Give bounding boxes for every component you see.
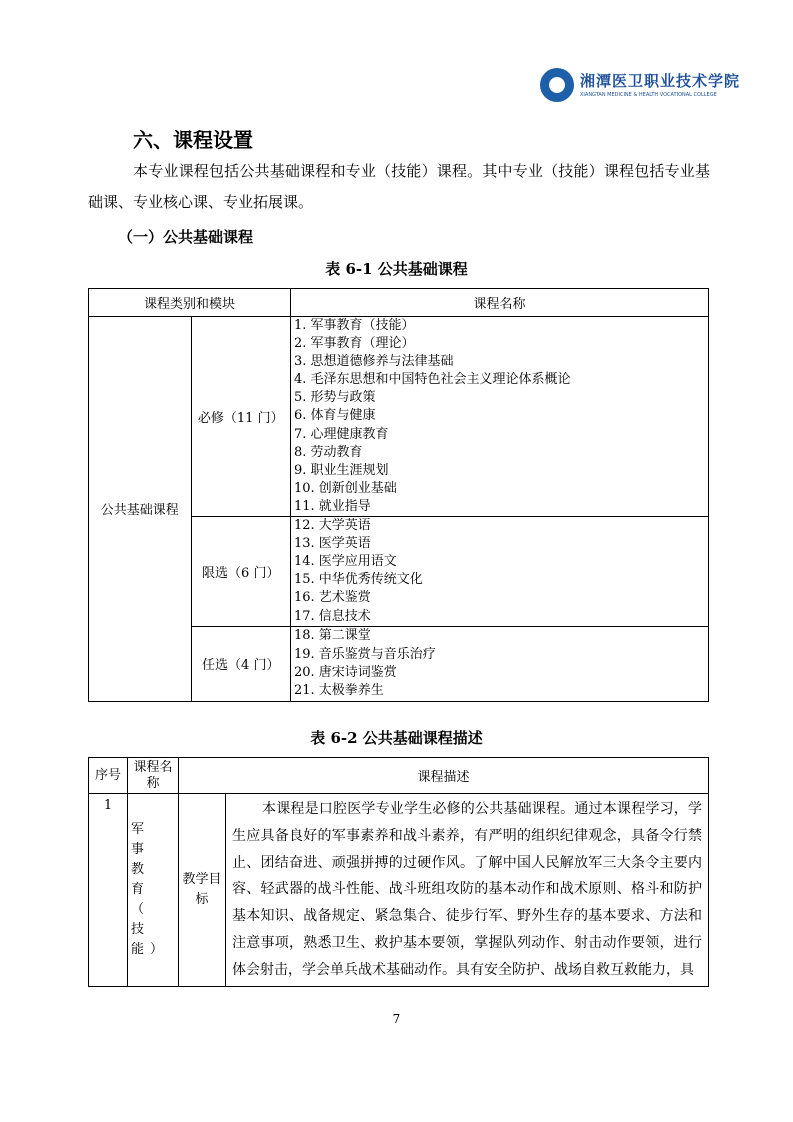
course-item: 19. 音乐鉴赏与音乐治疗 <box>294 646 436 662</box>
course-item: 13. 医学英语 <box>294 536 371 552</box>
group-label: 必修（11 门） <box>191 317 291 517</box>
course-item: 2. 军事教育（理论） <box>294 336 415 352</box>
course-item: 20. 唐宋诗词鉴赏 <box>294 664 397 680</box>
college-seal-icon <box>540 68 574 102</box>
course-list <box>291 517 709 627</box>
course-item: 8. 劳动教育 <box>294 444 363 460</box>
course-item: 4. 毛泽东思想和中国特色社会主义理论体系概论 <box>294 372 571 388</box>
course-list <box>291 626 709 701</box>
header-number: 序号 <box>89 758 128 794</box>
logo-chinese-name: 湘潭医卫职业技术学院 <box>580 72 741 90</box>
course-item: 1. 军事教育（技能） <box>294 318 415 333</box>
course-item: 15. 中华优秀传统文化 <box>294 572 423 588</box>
course-item: 7. 心理健康教育 <box>294 426 389 442</box>
group-label: 限选（6 门） <box>191 517 291 627</box>
course-item: 16. 艺术鉴赏 <box>294 590 371 606</box>
course-item: 5. 形势与政策 <box>294 390 376 406</box>
college-logo <box>540 68 741 104</box>
course-item: 12. 大学英语 <box>294 518 371 534</box>
table2-caption: 表 6-2 公共基础课程描述 <box>310 729 483 747</box>
course-list <box>291 317 709 517</box>
header-description: 课程描述 <box>179 758 709 794</box>
course-item: 17. 信息技术 <box>294 608 371 624</box>
course-item: 21. 太极拳养生 <box>294 682 384 698</box>
row-aspect: 教学目标 <box>179 794 226 987</box>
intro-paragraph: 本专业课程包括公共基础课程和专业（技能）课程。其中专业（技能）课程包括专业基础课、专业核心课、专业拓展课。 <box>88 162 710 211</box>
header-name: 课程名称 <box>128 758 179 794</box>
course-item: 14. 医学应用语文 <box>294 554 397 570</box>
course-item: 3. 思想道德修养与法律基础 <box>294 354 454 370</box>
course-item: 11. 就业指导 <box>294 498 371 514</box>
group-label: 任选（4 门） <box>191 626 291 701</box>
header-course-name: 课程名称 <box>291 289 709 317</box>
page-number: 7 <box>392 1012 401 1026</box>
category-cell: 公共基础课程 <box>89 317 192 702</box>
row-number: 1 <box>89 794 128 987</box>
course-item: 10. 创新创业基础 <box>294 480 397 496</box>
subsection-title: （一）公共基础课程 <box>118 228 254 246</box>
section-title: 六、课程设置 <box>133 128 253 152</box>
logo-english-name: XIANGTAN MEDICINE & HEALTH VOCATIONAL COLLEGE <box>580 92 717 98</box>
course-item: 9. 职业生涯规划 <box>294 462 389 478</box>
table1-caption: 表 6-1 公共基础课程 <box>325 260 468 278</box>
course-item: 18. 第二课堂 <box>294 628 371 644</box>
row-description: 本课程是口腔医学专业学生必修的公共基础课程。通过本课程学习，学生应具备良好的军事素养和战斗素养，有严明的组织纪律观念，具备令行禁止、团结奋进、顽强拼搏的过硬作风。了解中国人民解放军三大条令主要内容、轻武器的战斗性能、战斗班组攻防的基本动作和战术原则、格斗和防护基本知识、战备规定、紧急集合、徒步行军、野外生存的基本要求、方法和注意事项，熟悉卫生、救护基本要领，掌握队列动作、射击动作要领，进行体会射击，学会单兵战术基础动作。具有安全防护、战场自救互救能力，具 <box>226 794 709 987</box>
header-category: 课程类别和模块 <box>89 289 291 317</box>
course-item: 6. 体育与健康 <box>294 408 376 424</box>
row-course-name: 军 事 教 育 （ 技 能） <box>128 794 179 987</box>
course-description-table <box>88 757 709 987</box>
public-courses-table <box>88 288 709 702</box>
